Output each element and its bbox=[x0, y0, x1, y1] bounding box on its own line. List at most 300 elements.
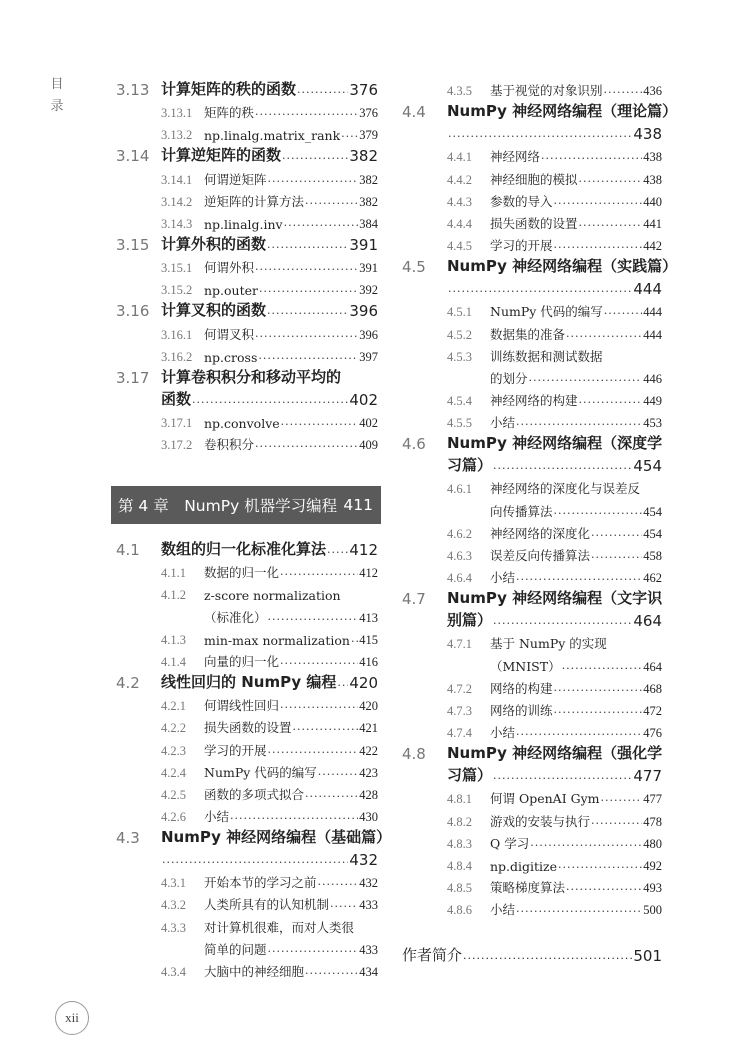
entry-title: 小结 bbox=[490, 902, 516, 918]
entry-page: 444 bbox=[633, 280, 662, 299]
entry-page: 464 bbox=[633, 612, 662, 631]
entry-page: 453 bbox=[643, 416, 662, 431]
toc-subsection-entry[interactable] bbox=[402, 630, 662, 652]
toc-subsection-entry[interactable] bbox=[402, 210, 662, 232]
entry-page: 415 bbox=[359, 632, 378, 647]
entry-page: 382 bbox=[349, 147, 378, 166]
entry-page: 384 bbox=[359, 216, 378, 231]
entry-number: 4.6.4 bbox=[447, 571, 472, 586]
leader-dots bbox=[293, 721, 359, 732]
entry-page: 477 bbox=[643, 792, 662, 807]
leader-dots bbox=[281, 416, 359, 427]
entry-number: 3.16.1 bbox=[161, 327, 193, 342]
leader-dots bbox=[463, 950, 632, 961]
toc-section-entry[interactable] bbox=[116, 847, 378, 869]
toc-subsection-entry[interactable] bbox=[402, 409, 662, 431]
toc-subsection-entry[interactable] bbox=[116, 869, 378, 891]
toc-subsection-entry[interactable] bbox=[402, 652, 662, 674]
entry-number: 4.1.4 bbox=[161, 654, 186, 669]
toc-subsection-entry[interactable] bbox=[116, 781, 378, 803]
toc-subsection-entry[interactable] bbox=[116, 431, 378, 453]
entry-title: 训练数据和测试数据 bbox=[490, 348, 603, 364]
entry-title: 何谓叉积 bbox=[204, 326, 255, 342]
leader-dots bbox=[318, 876, 359, 887]
toc-subsection-entry[interactable] bbox=[402, 298, 662, 320]
leader-dots bbox=[558, 859, 642, 870]
entry-title: 人类所具有的认知机制 bbox=[204, 897, 330, 913]
entry-page: 440 bbox=[643, 194, 662, 209]
toc-subsection-entry[interactable] bbox=[116, 254, 378, 276]
toc-subsection-entry[interactable] bbox=[116, 692, 378, 714]
entry-page: 454 bbox=[643, 504, 662, 519]
entry-number: 4.8 bbox=[402, 745, 426, 764]
entry-title: 计算外积的函数 bbox=[161, 234, 267, 253]
entry-number: 3.13 bbox=[116, 81, 150, 99]
leader-dots bbox=[604, 305, 642, 316]
entry-page: 402 bbox=[359, 415, 378, 430]
leader-dots bbox=[566, 328, 642, 339]
chapter-title: 第 4 章 NumPy 机器学习编程 bbox=[118, 497, 338, 515]
toc-subsection-entry[interactable] bbox=[402, 232, 662, 254]
toc-left-top bbox=[116, 77, 378, 453]
entry-page: 382 bbox=[359, 194, 378, 209]
entry-page: 402 bbox=[349, 390, 378, 409]
entry-page: 454 bbox=[633, 457, 662, 476]
leader-dots bbox=[305, 965, 358, 976]
entry-title: 小结 bbox=[490, 570, 516, 586]
toc-subsection-entry[interactable] bbox=[402, 719, 662, 741]
entry-number: 4.7.3 bbox=[447, 703, 472, 718]
entry-title: 何谓逆矩阵 bbox=[204, 171, 267, 187]
entry-number: 4.6.1 bbox=[447, 482, 472, 497]
leader-dots bbox=[297, 84, 348, 95]
leader-dots bbox=[516, 726, 642, 737]
toc-subsection-entry[interactable] bbox=[402, 896, 662, 918]
toc-subsection-entry[interactable] bbox=[402, 365, 662, 387]
toc-subsection-entry[interactable] bbox=[402, 785, 662, 807]
entry-page: 391 bbox=[349, 235, 378, 254]
entry-number: 4.2.1 bbox=[161, 699, 186, 714]
leader-dots bbox=[284, 217, 359, 228]
entry-page: 472 bbox=[643, 703, 662, 718]
toc-section-entry[interactable] bbox=[402, 121, 662, 143]
toc-subsection-entry[interactable] bbox=[116, 603, 378, 625]
entry-page: 438 bbox=[633, 125, 662, 144]
leader-dots bbox=[259, 283, 358, 294]
entry-title: np.linalg.inv bbox=[204, 216, 283, 232]
toc-section-entry[interactable] bbox=[402, 608, 662, 630]
leader-dots bbox=[554, 195, 643, 206]
entry-number: 4.8.4 bbox=[447, 858, 472, 873]
entry-number: 4.8.3 bbox=[447, 836, 472, 851]
entry-number: 3.13.2 bbox=[161, 128, 193, 143]
entry-page: 434 bbox=[359, 965, 378, 979]
entry-page: 412 bbox=[359, 566, 378, 581]
entry-number: 4.7.2 bbox=[447, 681, 472, 696]
leader-dots bbox=[337, 677, 348, 688]
leader-dots bbox=[493, 460, 632, 471]
entry-number: 4.6.3 bbox=[447, 549, 472, 563]
entry-number: 4.5 bbox=[402, 258, 426, 277]
entry-title: 神经网络的构建 bbox=[490, 393, 578, 409]
entry-title: NumPy 代码的编写 bbox=[204, 764, 317, 780]
entry-title: 的划分 bbox=[490, 370, 528, 386]
toc-subsection-entry[interactable] bbox=[402, 675, 662, 697]
toc-section-entry[interactable] bbox=[402, 763, 662, 785]
entry-number: 3.15.2 bbox=[161, 283, 193, 298]
entry-number: 4.4.4 bbox=[447, 216, 472, 231]
entry-title: 函数 bbox=[161, 389, 192, 408]
toc-subsection-entry[interactable] bbox=[402, 852, 662, 874]
toc-subsection-entry[interactable] bbox=[116, 276, 378, 298]
author-page: 501 bbox=[633, 947, 662, 965]
entry-title: np.convolve bbox=[204, 415, 280, 431]
entry-page: 500 bbox=[643, 903, 662, 918]
leader-dots bbox=[566, 881, 642, 892]
toc-subsection-entry[interactable] bbox=[402, 830, 662, 852]
entry-title: 神经网络的深度化 bbox=[490, 525, 591, 541]
leader-dots bbox=[268, 943, 359, 954]
entry-number: 4.2.5 bbox=[161, 787, 186, 802]
entry-number: 4.5.3 bbox=[447, 349, 472, 364]
leader-dots bbox=[562, 660, 643, 671]
entry-number: 4.5.1 bbox=[447, 305, 472, 320]
entry-page: 430 bbox=[359, 810, 378, 825]
entry-number: 3.15 bbox=[116, 235, 150, 254]
toc-subsection-entry[interactable] bbox=[116, 99, 378, 121]
toc-subsection-entry[interactable] bbox=[116, 913, 378, 935]
entry-page: 438 bbox=[643, 150, 662, 165]
toc-subsection-entry[interactable] bbox=[402, 188, 662, 210]
toc-subsection-entry[interactable] bbox=[116, 343, 378, 365]
entry-page: 433 bbox=[359, 942, 378, 957]
toc-subsection-entry[interactable] bbox=[116, 559, 378, 581]
entry-number: 4.8.2 bbox=[447, 814, 472, 829]
leader-dots bbox=[604, 84, 643, 95]
entry-title: NumPy 神经网络编程（深度学 bbox=[447, 434, 663, 453]
chapter-heading-bar[interactable] bbox=[111, 486, 381, 524]
author-title: 作者简介 bbox=[402, 946, 463, 964]
entry-number: 4.8.5 bbox=[447, 881, 472, 896]
leader-dots bbox=[554, 505, 643, 516]
leader-dots bbox=[280, 699, 358, 710]
toc-section-entry[interactable] bbox=[116, 387, 378, 409]
toc-right bbox=[402, 77, 678, 918]
toc-subsection-entry[interactable] bbox=[116, 803, 378, 825]
entry-page: 413 bbox=[359, 610, 378, 625]
toc-subsection-entry[interactable] bbox=[402, 320, 662, 342]
entry-title: 向量的归一化 bbox=[204, 653, 280, 669]
toc-subsection-entry[interactable] bbox=[116, 759, 378, 781]
entry-title: NumPy 神经网络编程（强化学 bbox=[447, 744, 663, 763]
entry-page: 433 bbox=[359, 898, 378, 913]
entry-title: 网络的构建 bbox=[490, 680, 553, 696]
leader-dots bbox=[541, 150, 642, 161]
leader-dots bbox=[255, 438, 358, 449]
entry-number: 4.2.3 bbox=[161, 743, 186, 758]
entry-number: 4.1 bbox=[116, 541, 140, 559]
entry-page: 416 bbox=[359, 654, 378, 669]
entry-title: 大脑中的神经细胞 bbox=[204, 964, 305, 979]
entry-title: 习篇） bbox=[447, 766, 493, 785]
entry-page: 446 bbox=[643, 371, 662, 386]
entry-page: 468 bbox=[643, 681, 662, 696]
entry-title: np.outer bbox=[204, 283, 258, 299]
entry-title: 小结 bbox=[490, 725, 516, 741]
entry-title: 何谓外积 bbox=[204, 260, 255, 276]
entry-page: 480 bbox=[643, 836, 662, 851]
toc-subsection-entry[interactable] bbox=[402, 165, 662, 187]
entry-number: 3.16.2 bbox=[161, 349, 193, 364]
toc-subsection-entry[interactable] bbox=[116, 165, 378, 187]
toc-section-entry[interactable] bbox=[402, 254, 678, 277]
leader-dots bbox=[529, 372, 643, 383]
toc-section-entry[interactable] bbox=[116, 365, 378, 387]
entry-title: 何谓 OpenAI Gym bbox=[490, 791, 600, 807]
entry-number: 3.15.1 bbox=[161, 261, 193, 276]
entry-number: 4.2.4 bbox=[161, 765, 186, 780]
entry-page: 478 bbox=[643, 814, 662, 829]
entry-title: 小结 bbox=[204, 809, 230, 825]
entry-number: 4.3.4 bbox=[161, 965, 186, 979]
entry-title: 神经网络 bbox=[490, 149, 541, 165]
entry-page: 376 bbox=[349, 81, 378, 99]
entry-number: 3.14.1 bbox=[161, 172, 193, 187]
entry-page: 454 bbox=[643, 526, 662, 541]
entry-number: 4.2 bbox=[116, 673, 140, 692]
entry-title: NumPy 神经网络编程（实践篇） bbox=[447, 257, 678, 276]
entry-title: 小结 bbox=[490, 415, 516, 431]
leader-dots bbox=[448, 128, 632, 139]
entry-page: 492 bbox=[643, 858, 662, 873]
entry-title: 计算逆矩阵的函数 bbox=[161, 146, 282, 165]
entry-number: 4.4.5 bbox=[447, 239, 472, 254]
leader-dots bbox=[268, 744, 359, 755]
toc-subsection-entry[interactable] bbox=[402, 497, 662, 519]
toc-section-entry[interactable] bbox=[402, 741, 662, 763]
leader-dots bbox=[448, 283, 632, 294]
entry-title: 卷积积分 bbox=[204, 437, 255, 453]
entry-title: 数据的归一化 bbox=[204, 565, 280, 581]
entry-page: 428 bbox=[359, 787, 378, 802]
entry-number: 4.2.6 bbox=[161, 810, 186, 825]
toc-subsection-entry[interactable] bbox=[116, 121, 378, 143]
toc-subsection-entry[interactable] bbox=[402, 542, 662, 564]
entry-number: 4.3 bbox=[116, 829, 140, 848]
leader-dots bbox=[305, 788, 358, 799]
leader-dots bbox=[591, 527, 642, 538]
entry-page: 420 bbox=[349, 673, 378, 692]
entry-page: 477 bbox=[633, 767, 662, 786]
toc-subsection-entry[interactable] bbox=[402, 343, 662, 365]
entry-title: 矩阵的秩 bbox=[204, 105, 255, 121]
toc-subsection-entry[interactable] bbox=[402, 143, 662, 165]
entry-page: 432 bbox=[359, 876, 378, 891]
toc-section-entry[interactable] bbox=[116, 143, 378, 165]
toc-subsection-entry[interactable] bbox=[116, 188, 378, 210]
entry-page: 493 bbox=[643, 881, 662, 896]
toc-subsection-entry[interactable] bbox=[116, 581, 378, 603]
entry-number: 4.4 bbox=[402, 103, 426, 122]
leader-dots bbox=[493, 770, 632, 781]
entry-title: 基于视觉的对象识别 bbox=[490, 83, 603, 99]
entry-number: 3.14.2 bbox=[161, 194, 193, 209]
toc-section-entry[interactable] bbox=[116, 825, 392, 848]
toc-section-entry[interactable] bbox=[402, 431, 662, 453]
leader-dots bbox=[255, 261, 358, 272]
entry-number: 4.4.2 bbox=[447, 172, 472, 187]
leader-dots bbox=[327, 544, 348, 555]
leader-dots bbox=[554, 682, 643, 693]
entry-number: 4.4.3 bbox=[447, 194, 472, 209]
toc-subsection-entry[interactable] bbox=[116, 736, 378, 758]
toc-section-entry[interactable] bbox=[116, 298, 378, 320]
toc-subsection-entry[interactable] bbox=[116, 648, 378, 670]
entry-page: 421 bbox=[359, 721, 378, 736]
entry-number: 3.14.3 bbox=[161, 216, 193, 231]
entry-title: 数据集的准备 bbox=[490, 326, 566, 342]
toc-section-entry[interactable] bbox=[402, 99, 678, 122]
entry-title: NumPy 代码的编写 bbox=[490, 304, 603, 320]
entry-title: 计算矩阵的秩的函数 bbox=[161, 80, 297, 98]
entry-title: np.digitize bbox=[490, 858, 558, 874]
entry-title: np.cross bbox=[204, 349, 258, 365]
entry-page: 441 bbox=[643, 216, 662, 231]
entry-title: 计算叉积的函数 bbox=[161, 301, 267, 320]
section-side-label: 目 录 bbox=[50, 77, 64, 114]
entry-title: 别篇） bbox=[447, 611, 493, 630]
entry-title: 神经细胞的模拟 bbox=[490, 171, 578, 187]
leader-dots bbox=[330, 898, 358, 909]
entry-title: 误差反向传播算法 bbox=[490, 548, 591, 563]
page-number: xii bbox=[55, 1001, 89, 1035]
chapter-page: 411 bbox=[343, 496, 373, 514]
toc-subsection-entry[interactable] bbox=[402, 77, 662, 99]
leader-dots bbox=[280, 655, 358, 666]
entry-number: 4.8.1 bbox=[447, 792, 472, 807]
entry-number: 4.7 bbox=[402, 590, 426, 609]
entry-page: 409 bbox=[359, 438, 378, 453]
entry-title: 损失函数的设置 bbox=[490, 215, 578, 231]
toc-subsection-entry[interactable] bbox=[116, 626, 378, 648]
toc-subsection-entry[interactable] bbox=[402, 520, 662, 542]
entry-number: 4.3.2 bbox=[161, 898, 186, 913]
entry-page: 397 bbox=[359, 349, 378, 364]
entry-number: 3.17.2 bbox=[161, 438, 193, 453]
entry-page: 423 bbox=[359, 765, 378, 780]
entry-title: NumPy 神经网络编程（文字识 bbox=[447, 589, 663, 608]
toc-section-entry[interactable] bbox=[116, 232, 378, 254]
entry-title: NumPy 神经网络编程（基础篇） bbox=[161, 828, 392, 847]
entry-page: 396 bbox=[349, 302, 378, 321]
leader-dots bbox=[579, 217, 643, 228]
toc-subsection-entry[interactable] bbox=[116, 936, 378, 958]
leader-dots bbox=[516, 571, 642, 582]
toc-subsection-entry[interactable] bbox=[116, 891, 378, 913]
toc-subsection-entry[interactable] bbox=[116, 320, 378, 342]
leader-dots bbox=[305, 195, 358, 206]
entry-number: 4.7.1 bbox=[447, 637, 472, 652]
toc-section-entry[interactable] bbox=[116, 537, 378, 559]
entry-title: 游戏的安装与执行 bbox=[490, 813, 591, 829]
leader-dots bbox=[267, 239, 348, 250]
leader-dots bbox=[341, 128, 358, 139]
leader-dots bbox=[554, 704, 643, 715]
entry-page: 442 bbox=[643, 239, 662, 254]
entry-title: 向传播算法 bbox=[490, 503, 553, 519]
entry-number: 4.1.2 bbox=[161, 588, 186, 603]
toc-subsection-entry[interactable] bbox=[402, 697, 662, 719]
leader-dots bbox=[351, 633, 358, 644]
entry-title: 简单的问题 bbox=[204, 941, 267, 957]
entry-number: 4.3.5 bbox=[447, 84, 472, 99]
entry-title: 何谓线性回归 bbox=[204, 698, 280, 714]
leader-dots bbox=[554, 239, 643, 250]
entry-page: 420 bbox=[359, 699, 378, 714]
entry-title: NumPy 神经网络编程（理论篇） bbox=[447, 102, 678, 121]
entry-page: 379 bbox=[359, 128, 378, 143]
entry-page: 444 bbox=[643, 305, 662, 320]
entry-number: 3.14 bbox=[116, 147, 150, 166]
toc-section-entry[interactable] bbox=[402, 586, 662, 608]
entry-number: 3.17 bbox=[116, 368, 150, 387]
leader-dots bbox=[530, 837, 642, 848]
entry-number: 3.17.1 bbox=[161, 415, 193, 430]
leader-dots bbox=[579, 394, 643, 405]
toc-section-entry[interactable] bbox=[402, 453, 662, 475]
toc-subsection-entry[interactable] bbox=[116, 210, 378, 232]
toc-subsection-entry[interactable] bbox=[402, 874, 662, 896]
entry-page: 464 bbox=[643, 659, 662, 674]
toc-section-entry[interactable] bbox=[116, 77, 378, 99]
entry-number: 4.6 bbox=[402, 435, 426, 454]
entry-title: 学习的开展 bbox=[490, 238, 553, 254]
leader-dots bbox=[601, 792, 643, 803]
entry-page: 392 bbox=[359, 283, 378, 298]
toc-subsection-entry[interactable] bbox=[116, 409, 378, 431]
entry-title: 损失函数的设置 bbox=[204, 720, 292, 736]
toc-subsection-entry[interactable] bbox=[402, 807, 662, 829]
leader-dots bbox=[516, 903, 642, 914]
leader-dots bbox=[493, 615, 632, 626]
entry-title: 参数的导入 bbox=[490, 193, 553, 209]
leader-dots bbox=[230, 810, 358, 821]
toc-subsection-entry[interactable] bbox=[402, 475, 662, 497]
entry-title: min-max normalization bbox=[204, 632, 350, 648]
leader-dots bbox=[318, 766, 358, 777]
toc-section-entry[interactable] bbox=[116, 670, 378, 692]
toc-entry-author[interactable] bbox=[402, 943, 662, 965]
toc-subsection-entry[interactable] bbox=[116, 958, 378, 980]
entry-title: Q 学习 bbox=[490, 835, 530, 851]
entry-number: 4.5.2 bbox=[447, 327, 472, 342]
toc-section-entry[interactable] bbox=[402, 276, 662, 298]
toc-subsection-entry[interactable] bbox=[402, 564, 662, 586]
entry-title: np.linalg.matrix_rank bbox=[204, 128, 341, 144]
entry-title: 开始本节的学习之前 bbox=[204, 875, 317, 891]
entry-page: 438 bbox=[643, 172, 662, 187]
entry-page: 412 bbox=[349, 541, 378, 559]
toc-subsection-entry[interactable] bbox=[116, 714, 378, 736]
entry-number: 4.7.4 bbox=[447, 726, 472, 741]
entry-title: （标准化） bbox=[204, 609, 267, 625]
toc-subsection-entry[interactable] bbox=[402, 387, 662, 409]
leader-dots bbox=[162, 854, 348, 865]
leader-dots bbox=[255, 106, 358, 117]
entry-number: 4.1.1 bbox=[161, 566, 186, 581]
entry-page: 462 bbox=[643, 571, 662, 586]
entry-number: 4.1.3 bbox=[161, 632, 186, 647]
